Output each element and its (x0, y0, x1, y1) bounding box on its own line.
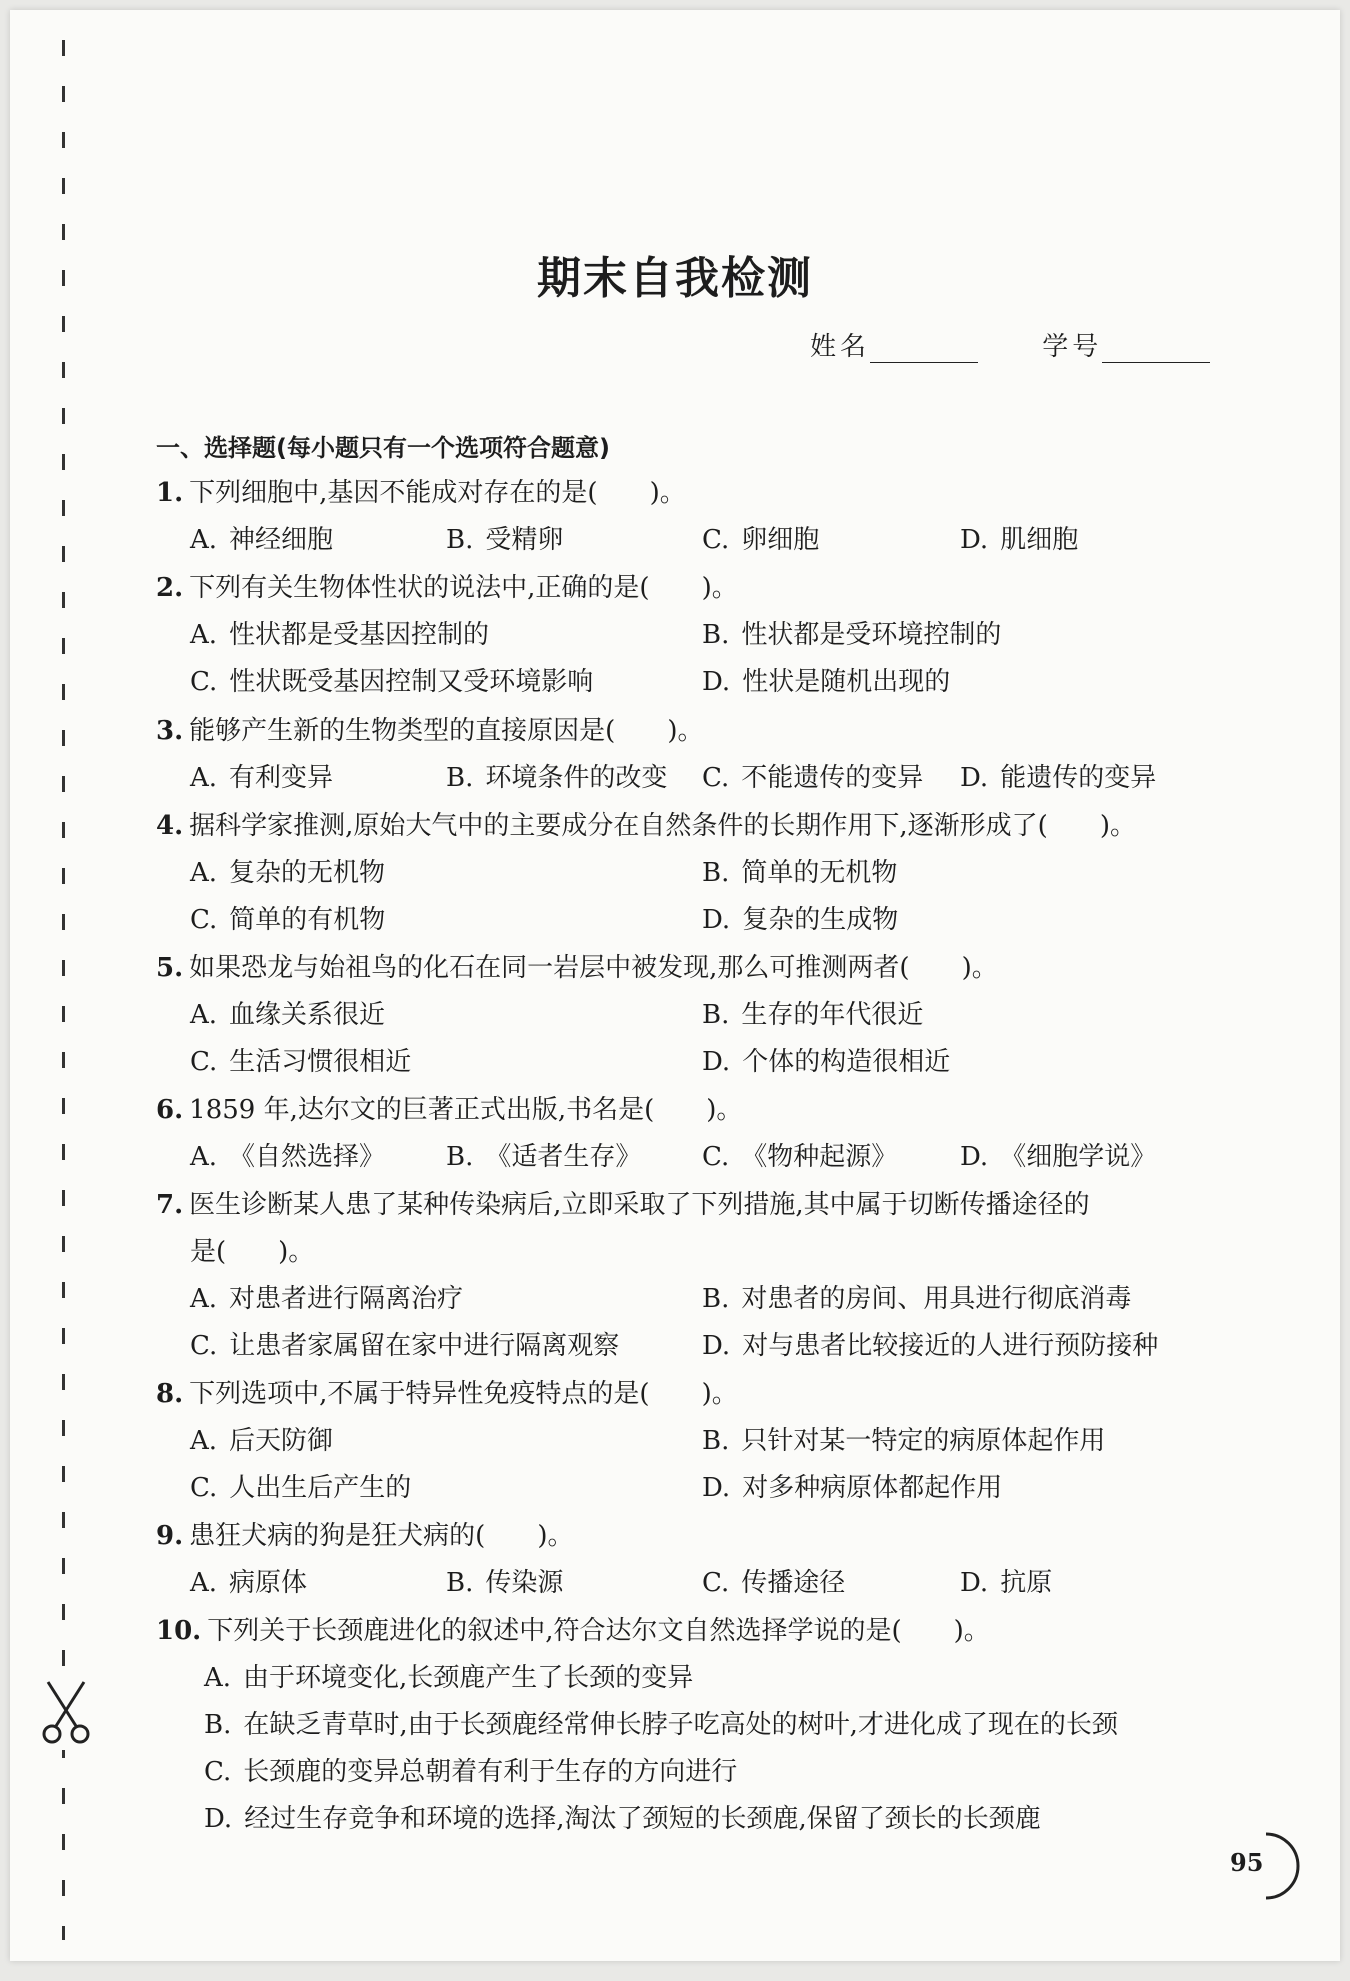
question-7-continued (190, 1231, 314, 1268)
option-text: 性状既受基因控制又受环境影响 (229, 667, 594, 697)
option-letter: A. (190, 763, 218, 793)
name-blank[interactable] (870, 336, 978, 363)
id-label: 学号 (1042, 332, 1103, 362)
option-text: 复杂的无机物 (229, 858, 386, 888)
question-end: )。 (706, 1095, 743, 1125)
option-text: 《细胞学说》 (1000, 1142, 1157, 1172)
option-d[interactable] (960, 1562, 1052, 1599)
question-number: 7. (156, 1190, 184, 1220)
option-letter: A. (190, 620, 218, 650)
option-letter: B. (702, 1000, 730, 1030)
question-2 (156, 567, 738, 604)
option-a[interactable] (190, 757, 333, 794)
option-letter: D. (702, 905, 731, 935)
option-b[interactable] (446, 519, 563, 556)
section-heading: 一、选择题(每小题只有一个选项符合题意) (156, 434, 610, 462)
option-text: 抗原 (1000, 1568, 1053, 1598)
option-text: 人出生后产生的 (229, 1473, 412, 1503)
question-stem: 下列选项中,不属于特异性免疫特点的是( (189, 1379, 650, 1409)
question-number: 10. (156, 1616, 202, 1646)
question-end: )。 (701, 1379, 738, 1409)
option-a[interactable] (190, 1136, 385, 1173)
question-end: )。 (1099, 811, 1136, 841)
option-letter: D. (960, 1568, 989, 1598)
option-letter: B. (204, 1710, 232, 1740)
question-stem: 患狂犬病的狗是狂犬病的( (189, 1521, 486, 1551)
option-letter: A. (190, 858, 218, 888)
cut-line (62, 40, 68, 1940)
option-text: 性状是随机出现的 (742, 667, 951, 697)
option-c[interactable] (190, 899, 385, 936)
option-text: 环境条件的改变 (485, 763, 668, 793)
option-a[interactable] (190, 1420, 333, 1457)
option-text: 个体的构造很相近 (742, 1047, 951, 1077)
option-letter: C. (190, 1473, 218, 1503)
option-c[interactable] (702, 519, 819, 556)
option-c[interactable] (702, 757, 923, 794)
page-number: 95 (1230, 1848, 1264, 1877)
option-letter: B. (446, 1142, 474, 1172)
option-text: 简单的无机物 (741, 858, 898, 888)
name-label: 姓名 (810, 332, 871, 362)
option-b[interactable] (446, 757, 667, 794)
option-text: 肌细胞 (1000, 525, 1079, 555)
option-letter: A. (204, 1663, 232, 1693)
option-text: 对多种病原体都起作用 (742, 1473, 1003, 1503)
option-d[interactable] (702, 899, 898, 936)
student-info (810, 326, 1266, 363)
option-letter: D. (960, 763, 989, 793)
option-c[interactable] (190, 1467, 411, 1504)
option-letter: B. (446, 1568, 474, 1598)
option-letter: C. (190, 1331, 218, 1361)
option-text: 后天防御 (229, 1426, 334, 1456)
option-letter: A. (190, 1000, 218, 1030)
question-stem: 1859 年,达尔文的巨著正式出版,书名是( (189, 1095, 655, 1125)
option-d[interactable] (960, 519, 1078, 556)
option-d[interactable] (702, 1325, 1158, 1362)
question-stem: 据科学家推测,原始大气中的主要成分在自然条件的长期作用下,逐渐形成了( (189, 811, 1048, 841)
option-letter: D. (204, 1804, 233, 1834)
question-stem: 如果恐龙与始祖鸟的化石在同一岩层中被发现,那么可推测两者( (189, 953, 910, 983)
question-number: 1. (156, 478, 184, 508)
option-c[interactable] (190, 1325, 619, 1362)
option-c[interactable] (204, 1751, 737, 1788)
option-text: 不能遗传的变异 (741, 763, 924, 793)
option-letter: A. (190, 1142, 218, 1172)
option-a[interactable] (190, 994, 385, 1031)
option-text: 传播途径 (741, 1568, 846, 1598)
option-b[interactable] (446, 1136, 641, 1173)
option-c[interactable] (702, 1562, 845, 1599)
option-letter: D. (702, 1473, 731, 1503)
question-end: )。 (953, 1616, 990, 1646)
option-text: 《物种起源》 (741, 1142, 898, 1172)
question-stem: 能够产生新的生物类型的直接原因是( (189, 716, 616, 746)
option-a[interactable] (204, 1657, 693, 1694)
scissors-icon (36, 1678, 96, 1750)
option-c[interactable] (190, 1041, 411, 1078)
option-text: 只针对某一特定的病原体起作用 (741, 1426, 1106, 1456)
option-text: 长颈鹿的变异总朝着有利于生存的方向进行 (243, 1757, 738, 1787)
option-d[interactable] (702, 661, 950, 698)
question-end: )。 (701, 573, 738, 603)
question-5 (156, 947, 998, 984)
option-text: 让患者家属留在家中进行隔离观察 (229, 1331, 620, 1361)
option-text: 简单的有机物 (229, 905, 386, 935)
option-text: 血缘关系很近 (229, 1000, 386, 1030)
question-stem: 下列关于长颈鹿进化的叙述中,符合达尔文自然选择学说的是( (207, 1616, 902, 1646)
option-text: 病原体 (229, 1568, 308, 1598)
question-end: )。 (667, 716, 704, 746)
option-text: 复杂的生成物 (742, 905, 899, 935)
option-text: 在缺乏青草时,由于长颈鹿经常伸长脖子吃高处的树叶,才进化成了现在的长颈 (243, 1710, 1118, 1740)
option-d[interactable] (702, 1041, 950, 1078)
option-text: 传染源 (485, 1568, 564, 1598)
option-letter: C. (190, 667, 218, 697)
question-number: 8. (156, 1379, 184, 1409)
option-d[interactable] (204, 1798, 1041, 1835)
option-text: 有利变异 (229, 763, 334, 793)
option-letter: D. (960, 1142, 989, 1172)
question-stem: 下列细胞中,基因不能成对存在的是( (189, 478, 598, 508)
question-number: 4. (156, 811, 184, 841)
option-letter: D. (702, 1047, 731, 1077)
option-letter: A. (190, 525, 218, 555)
option-text: 神经细胞 (229, 525, 334, 555)
option-letter: A. (190, 1426, 218, 1456)
question-8 (156, 1373, 738, 1410)
question-7 (156, 1184, 1090, 1221)
option-text: 性状都是受环境控制的 (741, 620, 1002, 650)
option-text: 生活习惯很相近 (229, 1047, 412, 1077)
option-letter: C. (702, 525, 730, 555)
option-text: 《适者生存》 (485, 1142, 642, 1172)
option-letter: C. (190, 1047, 218, 1077)
id-blank[interactable] (1102, 336, 1210, 363)
option-a[interactable] (190, 1278, 463, 1315)
question-number: 6. (156, 1095, 184, 1125)
option-text: 受精卵 (485, 525, 564, 555)
option-letter: B. (702, 1426, 730, 1456)
option-letter: B. (446, 763, 474, 793)
question-number: 9. (156, 1521, 184, 1551)
option-d[interactable] (960, 757, 1156, 794)
question-10 (156, 1610, 990, 1647)
option-a[interactable] (190, 852, 385, 889)
question-stem: 下列有关生物体性状的说法中,正确的是( (189, 573, 650, 603)
option-letter: C. (702, 1568, 730, 1598)
option-letter: B. (446, 525, 474, 555)
question-3 (156, 710, 703, 747)
option-letter: A. (190, 1568, 218, 1598)
question-end: )。 (537, 1521, 574, 1551)
question-number: 5. (156, 953, 184, 983)
option-text: 《自然选择》 (229, 1142, 386, 1172)
option-letter: B. (702, 1284, 730, 1314)
option-text: 能遗传的变异 (1000, 763, 1157, 793)
option-b[interactable] (702, 1278, 1131, 1315)
question-number: 2. (156, 573, 184, 603)
option-letter: C. (204, 1757, 232, 1787)
option-d[interactable] (702, 1467, 1002, 1504)
option-letter: C. (190, 905, 218, 935)
question-stem: 医生诊断某人患了某种传染病后,立即采取了下列措施,其中属于切断传播途径的 (189, 1190, 1090, 1220)
option-c[interactable] (190, 661, 593, 698)
option-b[interactable] (446, 1562, 563, 1599)
option-letter: B. (702, 858, 730, 888)
option-letter: D. (702, 667, 731, 697)
option-text: 对患者的房间、用具进行彻底消毒 (741, 1284, 1132, 1314)
option-letter: D. (702, 1331, 731, 1361)
option-a[interactable] (190, 614, 489, 651)
question-end: )。 (278, 1237, 315, 1267)
option-d[interactable] (960, 1136, 1156, 1173)
option-text: 对患者进行隔离治疗 (229, 1284, 464, 1314)
option-letter: C. (702, 763, 730, 793)
question-end: )。 (961, 953, 998, 983)
option-a[interactable] (190, 1562, 307, 1599)
question-number: 3. (156, 716, 184, 746)
option-b[interactable] (702, 1420, 1105, 1457)
page-title: 期末自我检测 (537, 253, 813, 304)
option-letter: A. (190, 1284, 218, 1314)
option-b[interactable] (702, 994, 923, 1031)
option-text: 生存的年代很近 (741, 1000, 924, 1030)
page-number-badge (1222, 1830, 1302, 1902)
option-b[interactable] (702, 852, 897, 889)
option-text: 由于环境变化,长颈鹿产生了长颈的变异 (243, 1663, 694, 1693)
option-c[interactable] (702, 1136, 897, 1173)
question-1 (156, 472, 686, 509)
question-end: )。 (649, 478, 686, 508)
option-text: 性状都是受基因控制的 (229, 620, 490, 650)
option-text: 经过生存竞争和环境的选择,淘汰了颈短的长颈鹿,保留了颈长的长颈鹿 (244, 1804, 1041, 1834)
option-letter: D. (960, 525, 989, 555)
option-text: 对与患者比较接近的人进行预防接种 (742, 1331, 1159, 1361)
option-b[interactable] (204, 1704, 1118, 1741)
option-a[interactable] (190, 519, 333, 556)
question-6 (156, 1089, 742, 1126)
option-letter: B. (702, 620, 730, 650)
option-text: 卵细胞 (741, 525, 820, 555)
worksheet-page (10, 10, 1340, 1961)
option-b[interactable] (702, 614, 1001, 651)
option-letter: C. (702, 1142, 730, 1172)
question-stem-line2: 是( (190, 1237, 227, 1267)
question-4 (156, 805, 1136, 842)
question-9 (156, 1515, 573, 1552)
